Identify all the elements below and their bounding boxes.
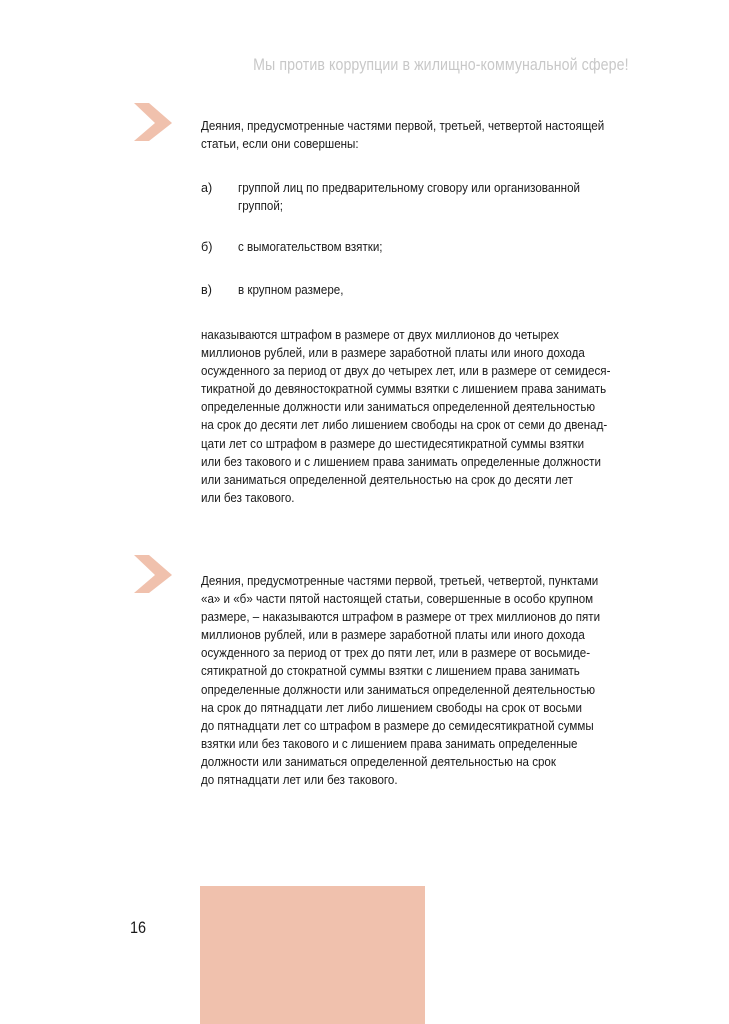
text-line: или без такового и с лишением права занимать определенные должности — [201, 454, 601, 469]
text-line: Деяния, предусмотренные частями первой, третьей, четвертой настоящей — [201, 119, 605, 133]
text-line: миллионов рублей, или в размере заработной платы или иного дохода — [201, 628, 585, 643]
text-line: с вымогательством взятки; — [238, 240, 383, 254]
text-line: группой лиц по предварительному сговору или организованной — [238, 181, 580, 195]
text-line: определенные должности или заниматься определенной деятельностью — [201, 682, 596, 697]
text-line: до пятнадцати лет или без такового. — [201, 773, 398, 788]
page-number: 16 — [130, 918, 147, 937]
text-line: должности или заниматься определенной деятельностью на срок — [201, 754, 556, 769]
text-line: определенные должности или заниматься определенной деятельностью — [201, 400, 596, 415]
text-line: на срок до десяти лет либо лишением свободы на срок от семи до двенад- — [201, 418, 608, 433]
decorative-footer-block — [200, 886, 425, 1024]
text-line: наказываются штрафом в размере от двух миллионов до четырех — [201, 328, 559, 342]
text-line: группой; — [238, 199, 284, 214]
section-1-penalty — [201, 326, 641, 507]
text-line: или без такового. — [201, 490, 295, 505]
list-marker: б) — [201, 240, 213, 254]
text-line: Деяния, предусмотренные частями первой, третьей, четвертой, пунктами — [201, 574, 599, 588]
text-line: «а» и «б» части пятой настоящей статьи, совершенные в особо крупном — [201, 592, 594, 607]
text-line: в крупном размере, — [238, 283, 344, 297]
text-line: осужденного за период от двух до четырех лет, или в размере от семидеся- — [201, 364, 611, 379]
chevron-right-icon — [134, 553, 174, 593]
text-line: на срок до пятнадцати лет либо лишением свободы на срок от восьми — [201, 700, 582, 715]
text-line: статьи, если они совершены: — [201, 137, 359, 152]
text-line: до пятнадцати лет со штрафом в размере до семидесятикратной суммы — [201, 718, 594, 733]
text-line: взятки или без такового и с лишением права занимать определенные — [201, 736, 578, 751]
text-line: миллионов рублей, или в размере заработной платы или иного дохода — [201, 346, 585, 361]
text-line: тикратной до девяностократной суммы взятки с лишением права занимать — [201, 382, 607, 397]
text-line: размере, – наказываются штрафом в размере от трех миллионов до пяти — [201, 610, 601, 625]
text-line: сятикратной до стократной суммы взятки с лишением права занимать — [201, 664, 580, 679]
text-line: осужденного за период от трех до пяти лет, или в размере от восьмиде- — [201, 646, 591, 661]
page-header-title: Мы против коррупции в жилищно-коммунальной сфере! — [253, 56, 629, 74]
section-2-text — [201, 572, 641, 789]
section-1-intro — [201, 117, 641, 153]
chevron-right-icon — [134, 101, 174, 141]
text-line: или заниматься определенной деятельностью на срок до десяти лет — [201, 472, 573, 487]
list-marker: а) — [201, 181, 213, 195]
text-line: цати лет со штрафом в размере до шестидесятикратной суммы взятки — [201, 436, 585, 451]
list-marker: в) — [201, 283, 212, 297]
